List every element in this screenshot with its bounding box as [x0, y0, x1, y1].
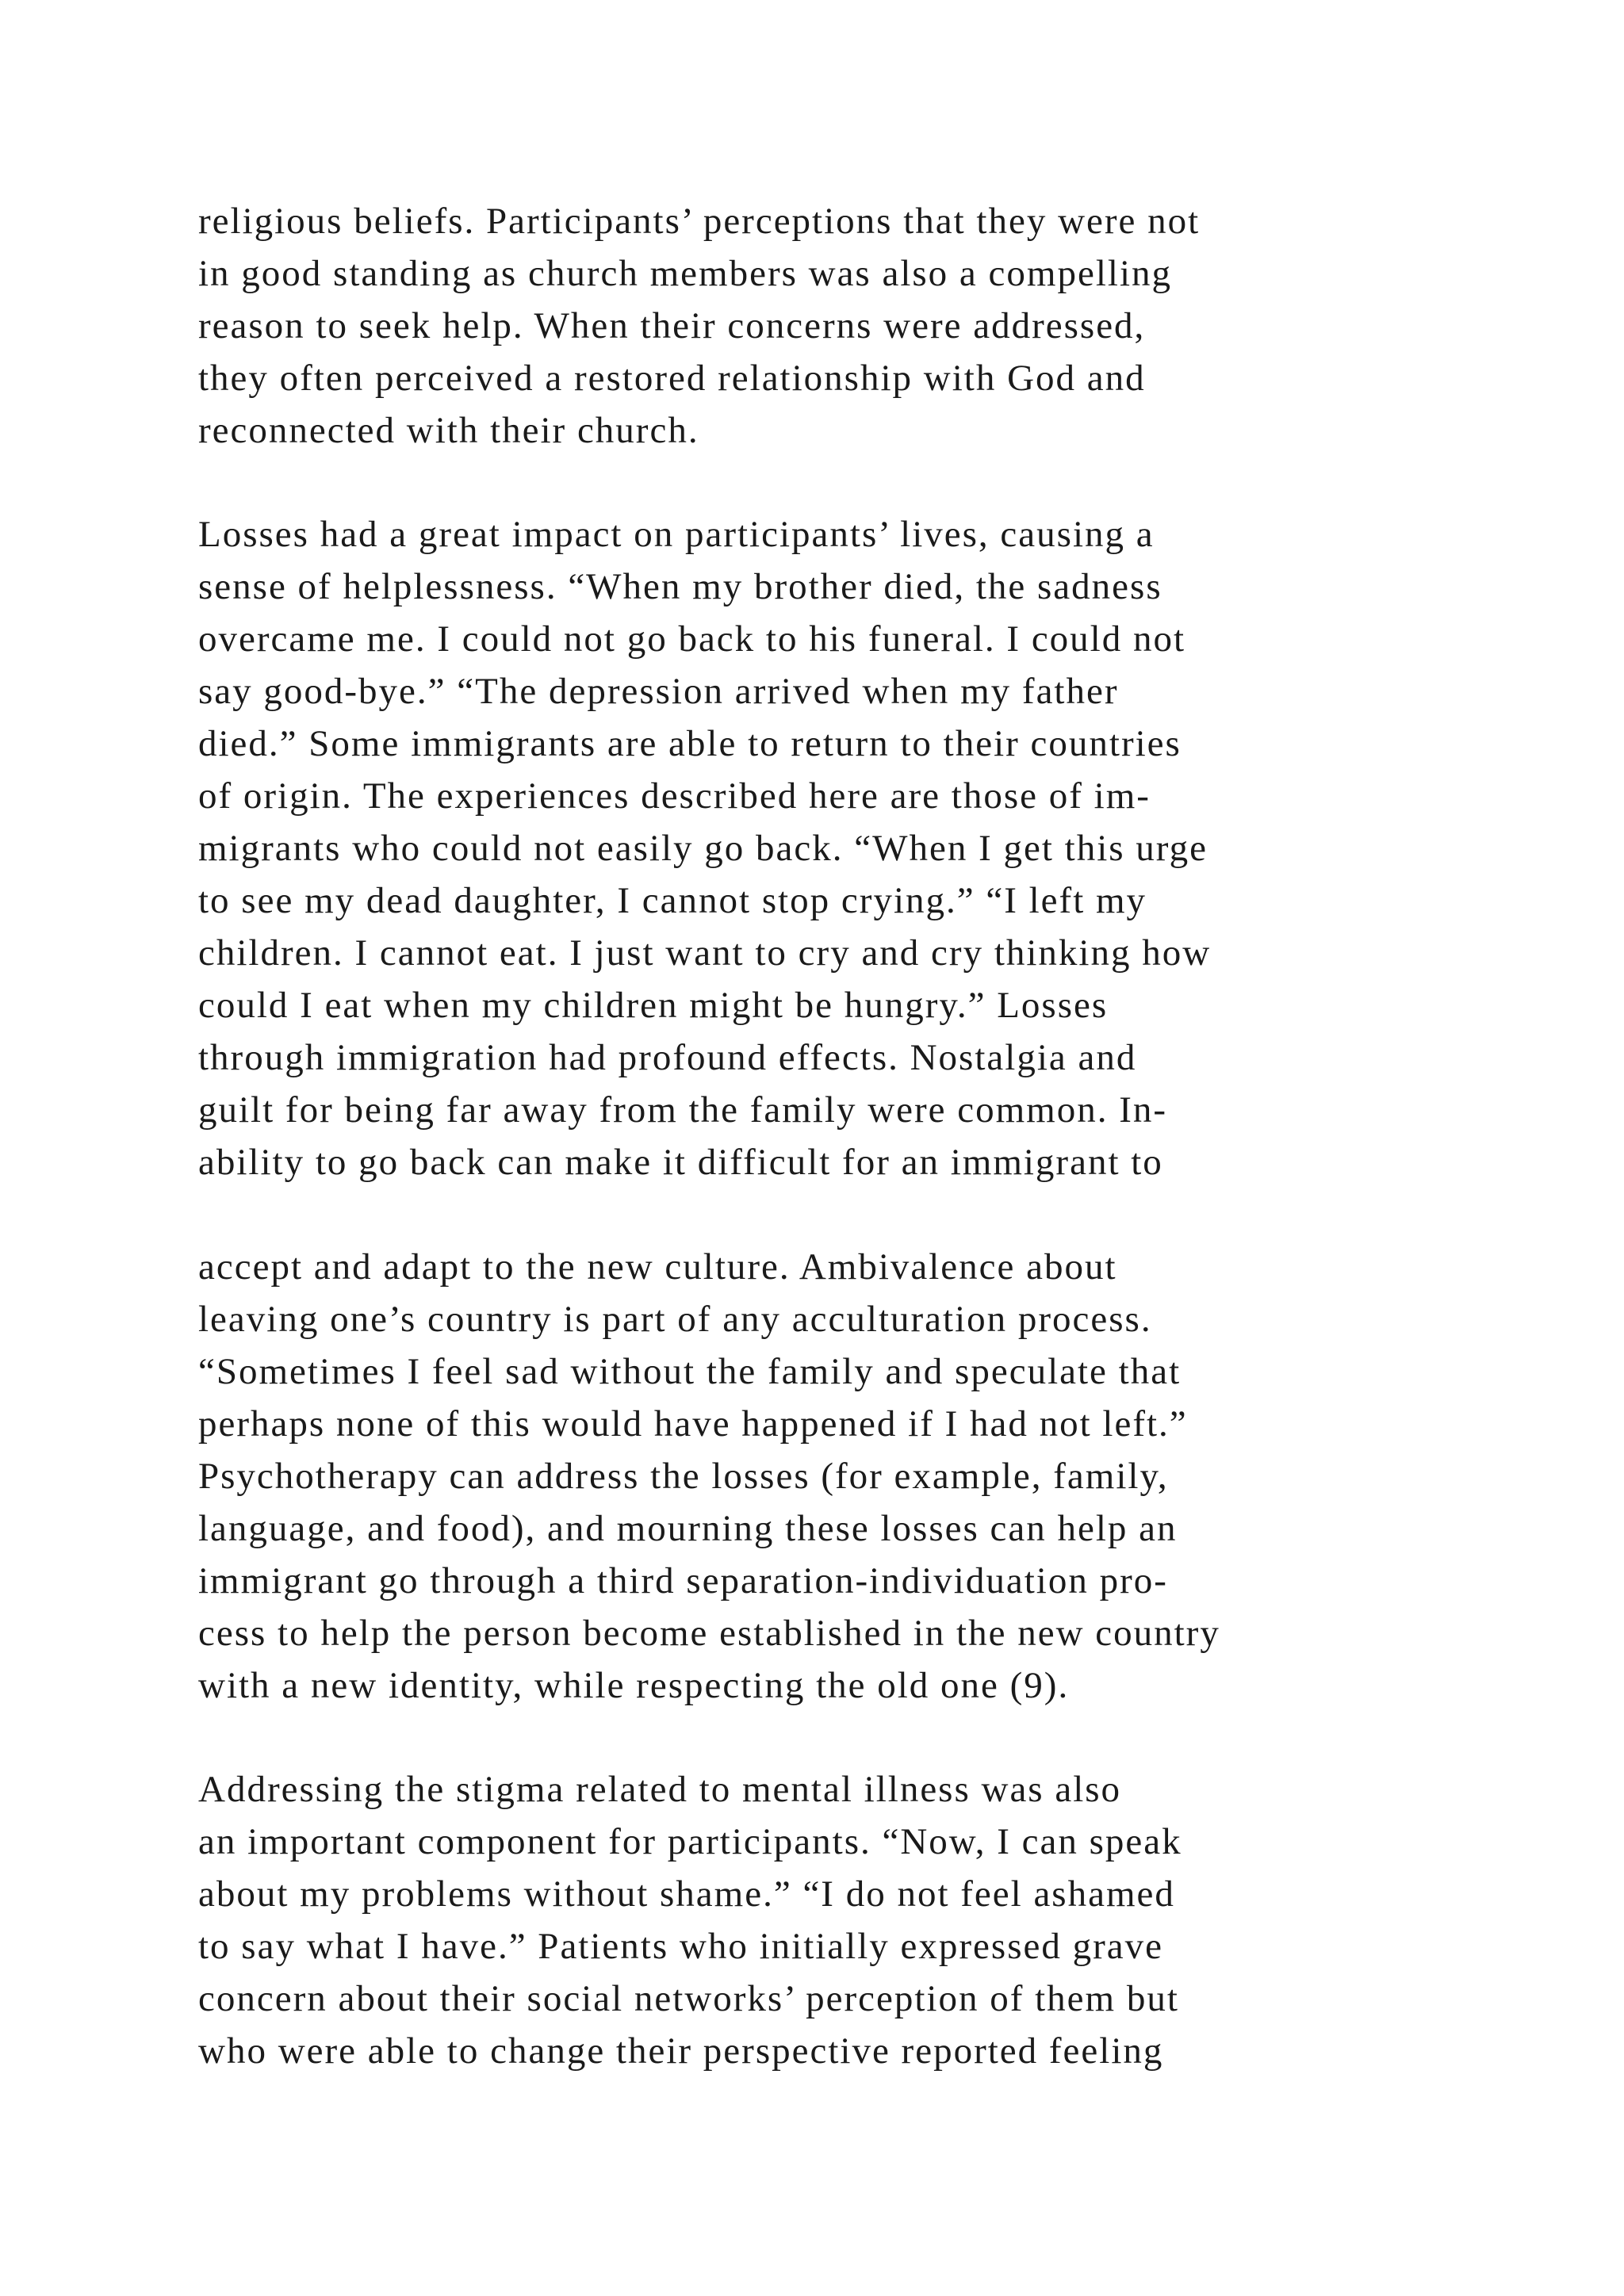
text-line: sense of helplessness. “When my brother died, the sadness	[198, 566, 1162, 607]
text-line: ability to go back can make it difficult for an immigrant to	[198, 1142, 1163, 1183]
text-line: say good-bye.” “The depression arrived when my father	[198, 671, 1119, 712]
text-line: reconnected with their church.	[198, 410, 699, 451]
text-line: Losses had a great impact on participants’ lives, causing a	[198, 514, 1155, 555]
text-line: leaving one’s country is part of any acculturation process.	[198, 1299, 1152, 1340]
text-line: to say what I have.” Patients who initially expressed grave	[198, 1926, 1163, 1967]
text-line: with a new identity, while respecting the old one (9).	[198, 1665, 1070, 1706]
text-line: Addressing the stigma related to mental illness was also	[198, 1769, 1122, 1810]
text-line: immigrant go through a third separation-individuation pro-	[198, 1560, 1168, 1601]
text-line: about my problems without shame.” “I do not feel ashamed	[198, 1873, 1175, 1915]
text-line: religious beliefs. Participants’ perceptions that they were not	[198, 201, 1201, 242]
text-line: could I eat when my children might be hungry.” Losses	[198, 985, 1109, 1026]
text-line: perhaps none of this would have happened if I had not left.”	[198, 1403, 1188, 1445]
text-line: through immigration had profound effects. Nostalgia and	[198, 1037, 1137, 1078]
text-line: reason to seek help. When their concerns were addressed,	[198, 305, 1146, 346]
text-line: “Sometimes I feel sad without the family and speculate that	[198, 1351, 1182, 1392]
text-line: in good standing as church members was also a compelling	[198, 253, 1172, 294]
text-line: to see my dead daughter, I cannot stop crying.” “I left my	[198, 880, 1147, 921]
text-line: accept and adapt to the new culture. Ambivalence about	[198, 1246, 1117, 1288]
text-line: migrants who could not easily go back. “When I get this urge	[198, 828, 1208, 869]
text-line: overcame me. I could not go back to his funeral. I could not	[198, 618, 1186, 660]
text-line: Psychotherapy can address the losses (for example, family,	[198, 1456, 1169, 1497]
text-line: died.” Some immigrants are able to return to their countries	[198, 723, 1182, 764]
text-line: an important component for participants. “Now, I can speak	[198, 1821, 1182, 1862]
text-line: guilt for being far away from the family were common. In-	[198, 1089, 1168, 1131]
text-line: cess to help the person become established in the new country	[198, 1613, 1220, 1654]
text-line: who were able to change their perspective reported feeling	[198, 2030, 1164, 2072]
text-line: they often perceived a restored relationship with God and	[198, 358, 1146, 399]
text-line: of origin. The experiences described here are those of im-	[198, 775, 1151, 817]
text-line: children. I cannot eat. I just want to cry and cry thinking how	[198, 932, 1212, 974]
text-line: language, and food), and mourning these losses can help an	[198, 1508, 1178, 1549]
text-line: concern about their social networks’ perception of them but	[198, 1978, 1179, 2019]
